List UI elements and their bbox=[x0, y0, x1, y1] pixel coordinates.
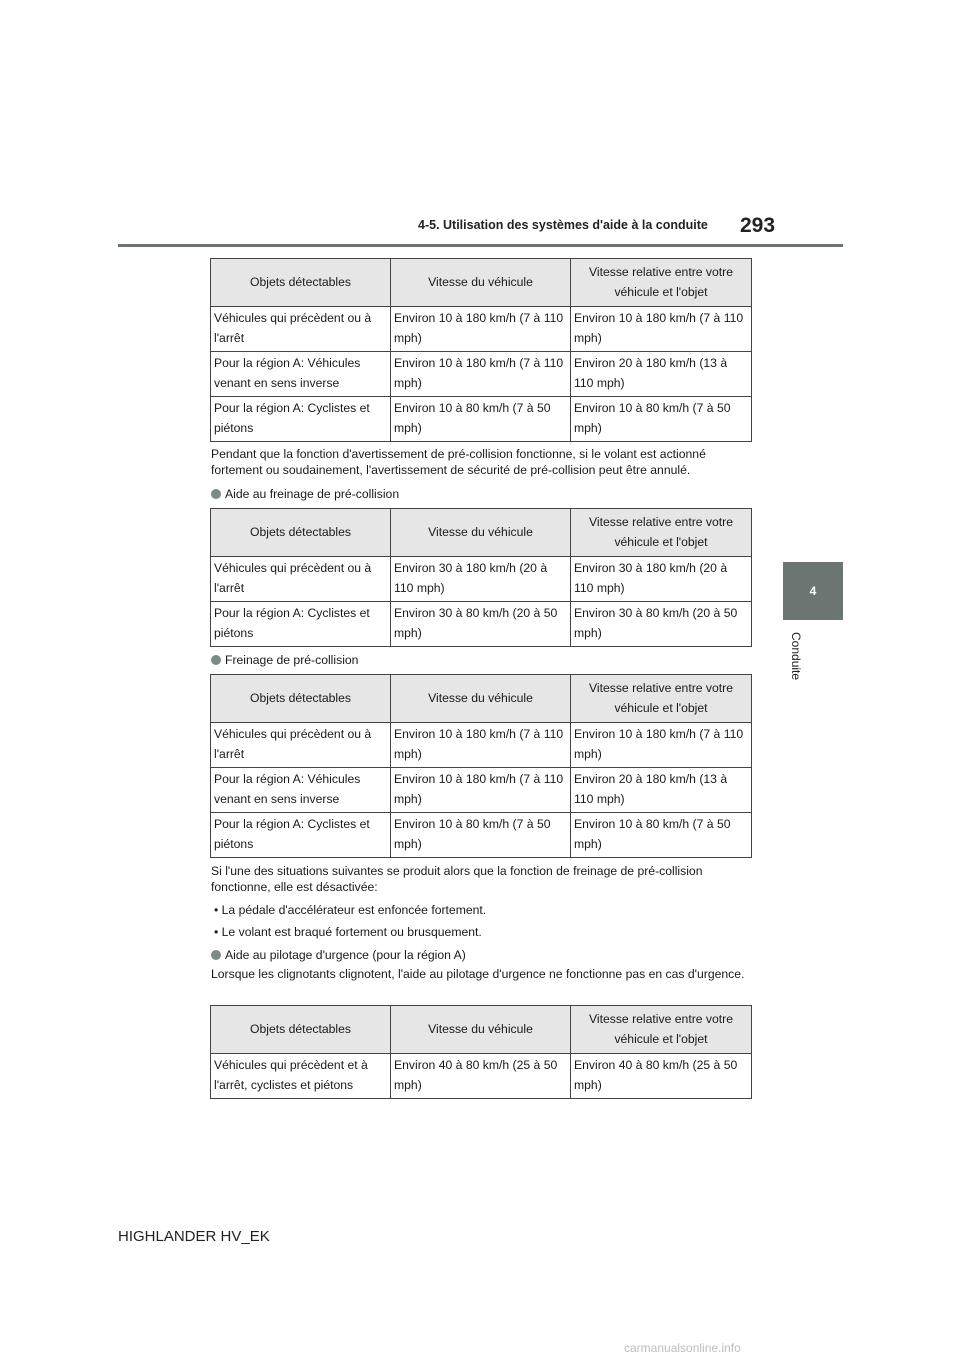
table-cell: Environ 10 à 80 km/h (7 à 50 mph) bbox=[391, 397, 571, 442]
table-cell: Pour la région A: Cyclistes et piétons bbox=[211, 813, 391, 858]
heading-brake-assist bbox=[211, 486, 399, 502]
spec-table-steering-assist bbox=[210, 1005, 752, 1099]
column-header: Objets détectables bbox=[211, 509, 391, 557]
table-cell: Environ 30 à 80 km/h (20 à 50 mph) bbox=[391, 602, 571, 647]
table-cell: Environ 40 à 80 km/h (25 à 50 mph) bbox=[391, 1054, 571, 1099]
table-row bbox=[211, 768, 752, 813]
table-cell: Environ 10 à 180 km/h (7 à 110 mph) bbox=[391, 768, 571, 813]
spec-table-brake-assist bbox=[210, 508, 752, 647]
table-cell: Environ 40 à 80 km/h (25 à 50 mph) bbox=[571, 1054, 752, 1099]
column-header: Vitesse relative entre votre véhicule et l'objet bbox=[571, 509, 752, 557]
table-cell: Environ 10 à 80 km/h (7 à 50 mph) bbox=[571, 397, 752, 442]
bullet-dot-icon bbox=[211, 489, 221, 499]
column-header: Vitesse du véhicule bbox=[391, 675, 571, 723]
table-cell: Environ 10 à 80 km/h (7 à 50 mph) bbox=[571, 813, 752, 858]
heading-steering-assist bbox=[211, 947, 466, 963]
paragraph-steering-note: Lorsque les clignotants clignotent, l'aide au pilotage d'urgence ne fonctionne pas en cas d'urgence. bbox=[211, 967, 745, 981]
heading-braking-label: Freinage de pré-collision bbox=[225, 653, 359, 667]
heading-braking bbox=[211, 652, 358, 668]
column-header: Objets détectables bbox=[211, 1006, 391, 1054]
column-header: Vitesse relative entre votre véhicule et l'objet bbox=[571, 259, 752, 307]
paragraph-warning-cancel: Pendant que la fonction d'avertissement de pré-collision fonctionne, si le volant est actionné fortement ou soudainement, l'avertissement de sécurité de pré-collision peut être annulé. bbox=[211, 447, 706, 477]
table-cell: Environ 30 à 180 km/h (20 à 110 mph) bbox=[571, 557, 752, 602]
table-row bbox=[211, 557, 752, 602]
table-row bbox=[211, 813, 752, 858]
column-header: Vitesse relative entre votre véhicule et l'objet bbox=[571, 1006, 752, 1054]
chapter-tab: 4 bbox=[783, 562, 843, 620]
table-cell: Environ 30 à 180 km/h (20 à 110 mph) bbox=[391, 557, 571, 602]
column-header: Vitesse du véhicule bbox=[391, 1006, 571, 1054]
bullet-dot-icon bbox=[211, 655, 221, 665]
table-cell: Véhicules qui précèdent ou à l'arrêt bbox=[211, 723, 391, 768]
table-row bbox=[211, 352, 752, 397]
table-row bbox=[211, 602, 752, 647]
table-header-row bbox=[211, 259, 752, 307]
bullet-dot-icon bbox=[211, 950, 221, 960]
spec-table-warning bbox=[210, 258, 752, 442]
table-cell: Environ 10 à 180 km/h (7 à 110 mph) bbox=[391, 352, 571, 397]
spec-table-braking bbox=[210, 674, 752, 858]
table-cell: Véhicules qui précèdent ou à l'arrêt bbox=[211, 307, 391, 352]
table-header-row bbox=[211, 1006, 752, 1054]
table-cell: Pour la région A: Cyclistes et piétons bbox=[211, 397, 391, 442]
table-cell: Environ 10 à 80 km/h (7 à 50 mph) bbox=[391, 813, 571, 858]
table-cell: Véhicules qui précèdent ou à l'arrêt bbox=[211, 557, 391, 602]
table-cell: Pour la région A: Véhicules venant en sens inverse bbox=[211, 768, 391, 813]
table-row bbox=[211, 307, 752, 352]
list-item-accelerator: • La pédale d'accélérateur est enfoncée fortement. bbox=[214, 903, 487, 917]
table-row bbox=[211, 397, 752, 442]
table-cell: Environ 10 à 180 km/h (7 à 110 mph) bbox=[571, 723, 752, 768]
table-header-row bbox=[211, 675, 752, 723]
table-cell: Pour la région A: Cyclistes et piétons bbox=[211, 602, 391, 647]
column-header: Objets détectables bbox=[211, 675, 391, 723]
column-header: Vitesse du véhicule bbox=[391, 259, 571, 307]
table-cell: Environ 10 à 180 km/h (7 à 110 mph) bbox=[391, 307, 571, 352]
column-header: Objets détectables bbox=[211, 259, 391, 307]
chapter-label: Conduite bbox=[789, 632, 803, 681]
heading-steering-assist-label: Aide au pilotage d'urgence (pour la région A) bbox=[225, 948, 466, 962]
table-cell: Véhicules qui précèdent et à l'arrêt, cyclistes et piétons bbox=[211, 1054, 391, 1099]
table-header-row bbox=[211, 509, 752, 557]
watermark: carmanualsonline.info bbox=[624, 1341, 741, 1355]
table-cell: Pour la région A: Véhicules venant en sens inverse bbox=[211, 352, 391, 397]
list-item-steering: • Le volant est braqué fortement ou brusquement. bbox=[214, 925, 482, 939]
table-cell: Environ 30 à 80 km/h (20 à 50 mph) bbox=[571, 602, 752, 647]
table-row bbox=[211, 723, 752, 768]
section-title: 4-5. Utilisation des systèmes d'aide à la conduite bbox=[418, 218, 708, 232]
table-cell: Environ 20 à 180 km/h (13 à 110 mph) bbox=[571, 768, 752, 813]
heading-brake-assist-label: Aide au freinage de pré-collision bbox=[225, 487, 400, 501]
table-cell: Environ 20 à 180 km/h (13 à 110 mph) bbox=[571, 352, 752, 397]
paragraph-braking-cancel: Si l'une des situations suivantes se produit alors que la fonction de freinage de pré-collision fonctionne, elle est désactivée: bbox=[211, 864, 703, 894]
table-row bbox=[211, 1054, 752, 1099]
footer-model: HIGHLANDER HV_EK bbox=[118, 1228, 270, 1245]
page-number: 293 bbox=[740, 214, 776, 237]
column-header: Vitesse du véhicule bbox=[391, 509, 571, 557]
column-header: Vitesse relative entre votre véhicule et l'objet bbox=[571, 675, 752, 723]
table-cell: Environ 10 à 180 km/h (7 à 110 mph) bbox=[571, 307, 752, 352]
header-rule bbox=[118, 244, 843, 247]
table-cell: Environ 10 à 180 km/h (7 à 110 mph) bbox=[391, 723, 571, 768]
